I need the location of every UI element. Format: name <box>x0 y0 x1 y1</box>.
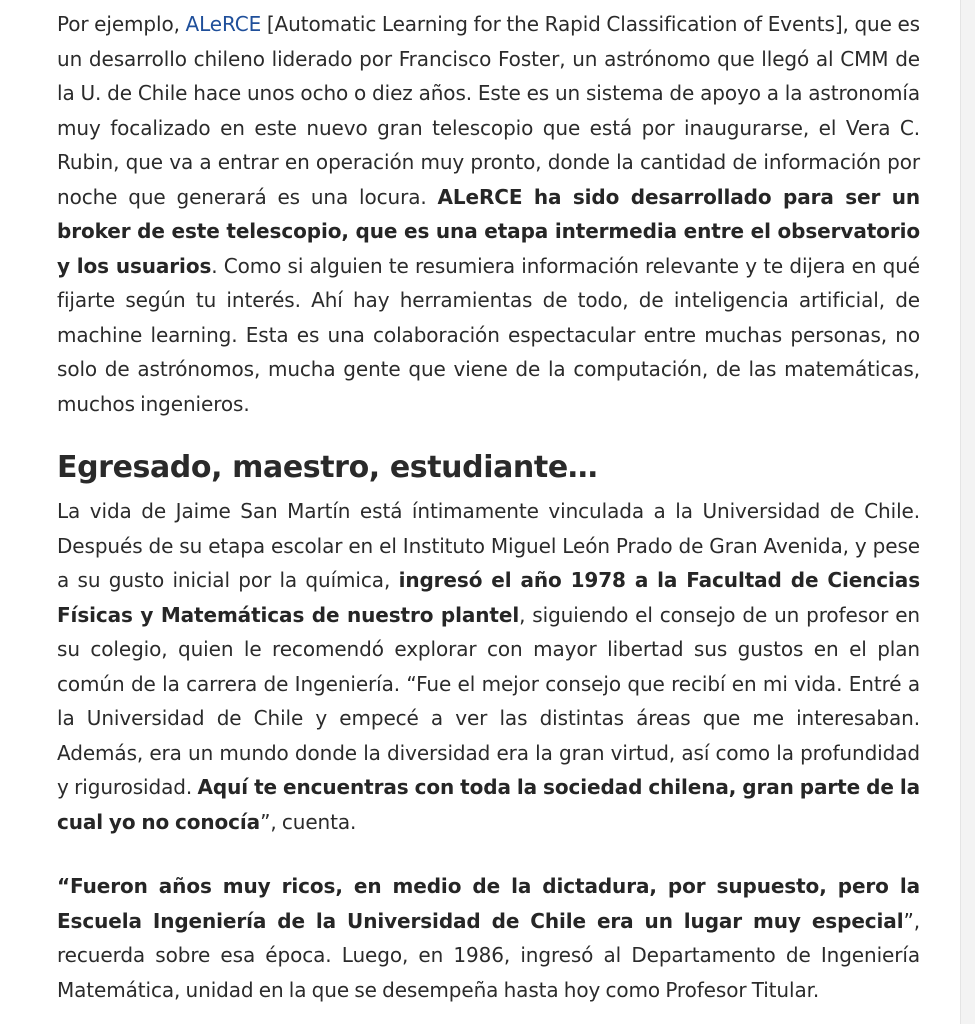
paragraph-quote-text: ”, recuerda sobre esa época. Luego, en 1986, ingresó al Departamento de Ingeniería Matemática, unidad en la que se desempeña hasta hoy como Profesor Titular. <box>57 908 920 1002</box>
article-body <box>57 7 920 1007</box>
paragraph-biography-text-b: , siguiendo el consejo de un profesor en su colegio, quien le recomendó explorar con mayor libertad sus gustos en el plan común de la carrera de Ingeniería. “Fue el mejor consejo que recibí en mi vida. Entré a la Universidad de Chile y empecé a ver las distintas áreas que me interesaban. Además, era un mundo donde la diversidad era la gran virtud, así como la profundidad y rigurosidad. <box>57 602 920 799</box>
paragraph-alerce-text-a: Por ejemplo, <box>57 12 186 36</box>
paragraph-alerce <box>57 7 920 421</box>
paragraph-alerce-bold: ALeRCE ha sido desarrollado para ser un broker de este telescopio, que es una etapa intermedia entre el observatorio y los usuarios <box>57 184 920 278</box>
paragraph-biography-bold-b: Aquí te encuentras con toda la sociedad chilena, gran parte de la cual yo no conocía <box>57 775 920 834</box>
paragraph-biography-text-a: La vida de Jaime San Martín está íntimamente vinculada a la Universidad de Chile. Después de su etapa escolar en el Instituto Miguel León Prado de Gran Avenida, y pese a su gusto inicial por la química, <box>57 499 920 592</box>
paragraph-quote <box>57 869 920 1007</box>
paragraph-biography-text-c: ”, cuenta. <box>260 809 357 834</box>
paragraph-quote-bold: “Fueron años muy ricos, en medio de la dictadura, por supuesto, pero la Escuela Ingeniería de la Universidad de Chile era un lugar muy especial <box>57 874 920 933</box>
paragraph-alerce-text-b: [Automatic Learning for the Rapid Classification of Events], que es un desarrollo chileno liderado por Francisco Foster, un astrónomo que llegó al CMM de la U. de Chile hace unos ocho o diez años. Este es un sistema de apoyo a la astronomía muy focalizado en este nuevo gran telescopio que está por inaugurarse, el Vera C. Rubin, que va a entrar en operación muy pronto, donde la cantidad de información por noche que generará es una locura. <box>57 12 921 209</box>
scrollbar-track[interactable] <box>960 0 975 1024</box>
paragraph-alerce-text-c: . Como si alguien te resumiera información relevante y te dijera en qué fijarte según tu interés. Ahí hay herramientas de todo, de inteligencia artificial, de machine learning. Esta es una colaboración espectacular entre muchas personas, no solo de astrónomos, mucha gente que viene de la computación, de las matemáticas, muchos ingenieros. <box>57 253 920 416</box>
section-heading: Egresado, maestro, estudiante… <box>57 450 598 485</box>
paragraph-biography-bold-a: ingresó el año 1978 a la Facultad de Ciencias Físicas y Matemáticas de nuestro plantel <box>57 568 921 627</box>
alerce-link[interactable]: ALeRCE <box>185 12 262 36</box>
paragraph-biography <box>57 494 920 839</box>
